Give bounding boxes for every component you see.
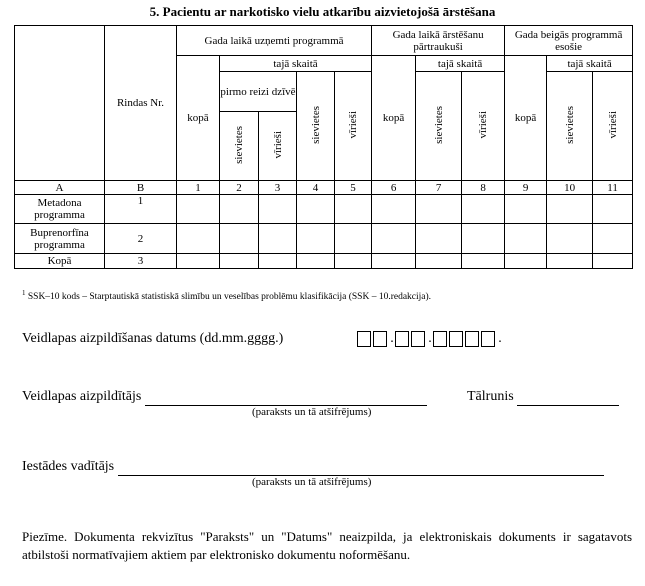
- date-digit-box[interactable]: [373, 331, 387, 347]
- data-cell[interactable]: [297, 224, 335, 254]
- filler-signature-line[interactable]: [145, 389, 427, 406]
- col-letter: 4: [297, 181, 335, 195]
- filler-label: Veidlapas aizpildītājs: [22, 389, 142, 404]
- row-label-buprenorphine: Buprenorfīna programma: [15, 224, 105, 254]
- treatment-table: [14, 25, 633, 269]
- header-group-discontinued: Gada laikā ārstēšanu pārtraukuši: [372, 26, 505, 56]
- header-women-7: sievietes: [432, 105, 445, 144]
- header-men-5: vīrieši: [347, 110, 360, 139]
- data-cell[interactable]: [462, 254, 505, 269]
- col-letter: 1: [177, 181, 220, 195]
- row-label-methadone: Metadona programma: [15, 195, 105, 224]
- row-number: 3: [105, 254, 177, 269]
- data-cell[interactable]: [416, 224, 462, 254]
- data-cell[interactable]: [259, 224, 297, 254]
- data-cell[interactable]: [547, 195, 593, 224]
- col-letter: 3: [259, 181, 297, 195]
- data-cell[interactable]: [335, 224, 372, 254]
- data-cell[interactable]: [297, 195, 335, 224]
- data-cell[interactable]: [462, 224, 505, 254]
- data-cell[interactable]: [297, 254, 335, 269]
- date-label: Veidlapas aizpildīšanas datums (dd.mm.gggg.): [22, 331, 284, 346]
- col-letter: 8: [462, 181, 505, 195]
- header-taja-skaita-3: tajā skaitā: [547, 56, 633, 72]
- row-number: 2: [105, 224, 177, 254]
- col-letter: 6: [372, 181, 416, 195]
- data-cell[interactable]: [462, 195, 505, 224]
- header-women-10: sievietes: [563, 105, 576, 144]
- footnote-text: SSK–10 kods – Starptautiskā statistiskā slimību un veselības problēmu klasifikācija (SSK – 10.redakcija).: [27, 292, 432, 303]
- col-letter: 11: [593, 181, 633, 195]
- phone-row: [467, 389, 619, 406]
- head-label: Iestādes vadītājs: [22, 459, 115, 474]
- header-kopa-2: kopā: [372, 56, 416, 181]
- header-taja-skaita-2: tajā skaitā: [416, 56, 505, 72]
- header-row-label: [15, 26, 105, 181]
- data-cell[interactable]: [177, 195, 220, 224]
- data-cell[interactable]: [505, 195, 547, 224]
- date-row: [22, 331, 283, 347]
- header-men-11: vīrieši: [606, 110, 619, 139]
- data-cell[interactable]: [372, 254, 416, 269]
- footnote: [22, 289, 431, 302]
- date-digit-box[interactable]: [465, 331, 479, 347]
- data-cell[interactable]: [372, 224, 416, 254]
- header-first-time: pirmo reizi dzīvē: [220, 72, 297, 112]
- data-cell[interactable]: [259, 195, 297, 224]
- date-digit-box[interactable]: [449, 331, 463, 347]
- col-letter: 5: [335, 181, 372, 195]
- head-caption: (paraksts un tā atšifrējums): [252, 476, 372, 488]
- data-cell[interactable]: [220, 254, 259, 269]
- data-cell[interactable]: [220, 195, 259, 224]
- footnote-mark: 1: [22, 289, 26, 297]
- data-cell[interactable]: [416, 254, 462, 269]
- data-cell[interactable]: [593, 224, 633, 254]
- data-cell[interactable]: [416, 195, 462, 224]
- header-men-8: vīrieši: [477, 110, 490, 139]
- data-cell[interactable]: [505, 224, 547, 254]
- row-number: 1: [105, 195, 177, 224]
- header-group-admitted: Gada laikā uzņemti programmā: [177, 26, 372, 56]
- data-cell[interactable]: [372, 195, 416, 224]
- col-letter: 9: [505, 181, 547, 195]
- filler-row: [22, 389, 427, 406]
- date-digit-box[interactable]: [357, 331, 371, 347]
- header-women-4: sievietes: [309, 105, 322, 144]
- header-women-2: sievietes: [233, 125, 245, 164]
- header-rindas-nr: Rindas Nr.: [105, 26, 177, 181]
- header-taja-skaita-1: tajā skaitā: [220, 56, 372, 72]
- data-cell[interactable]: [259, 254, 297, 269]
- date-digit-box[interactable]: [433, 331, 447, 347]
- row-label-total: Kopā: [15, 254, 105, 269]
- data-cell[interactable]: [505, 254, 547, 269]
- data-cell[interactable]: [177, 224, 220, 254]
- data-cell[interactable]: [335, 254, 372, 269]
- table-row: [15, 224, 633, 254]
- col-letter: 10: [547, 181, 593, 195]
- header-kopa-1: kopā: [177, 56, 220, 181]
- col-letter: B: [105, 181, 177, 195]
- data-cell[interactable]: [547, 254, 593, 269]
- data-cell[interactable]: [547, 224, 593, 254]
- date-digit-box[interactable]: [411, 331, 425, 347]
- date-boxes: . . .: [357, 331, 503, 347]
- header-kopa-3: kopā: [505, 56, 547, 181]
- data-cell[interactable]: [177, 254, 220, 269]
- header-group-end-of-year: Gada beigās programmā esošie: [505, 26, 633, 56]
- phone-label: Tālrunis: [467, 389, 514, 404]
- data-cell[interactable]: [593, 195, 633, 224]
- table-title: 5. Pacientu ar narkotisko vielu atkarību aizvietojošā ārstēšana: [149, 4, 496, 19]
- data-cell[interactable]: [335, 195, 372, 224]
- head-signature-line[interactable]: [118, 459, 604, 476]
- date-digit-box[interactable]: [395, 331, 409, 347]
- date-digit-box[interactable]: [481, 331, 495, 347]
- table-row: [15, 254, 633, 269]
- header-men-3: vīrieši: [271, 130, 284, 159]
- data-cell[interactable]: [593, 254, 633, 269]
- column-letters-row: [15, 181, 633, 195]
- table-row: [15, 195, 633, 224]
- col-letter: 7: [416, 181, 462, 195]
- note: Piezīme. Dokumenta rekvizītus "Paraksts" un "Datums" neaizpilda, ja elektroniskais dokuments ir sagatavots atbilstoši normatīvajiem aktiem par elektronisko dokumentu noformēšanu.: [22, 529, 632, 562]
- col-letter: A: [15, 181, 105, 195]
- data-cell[interactable]: [220, 224, 259, 254]
- col-letter: 2: [220, 181, 259, 195]
- filler-caption: (paraksts un tā atšifrējums): [252, 406, 372, 418]
- phone-line[interactable]: [517, 389, 619, 406]
- head-row: [22, 459, 604, 476]
